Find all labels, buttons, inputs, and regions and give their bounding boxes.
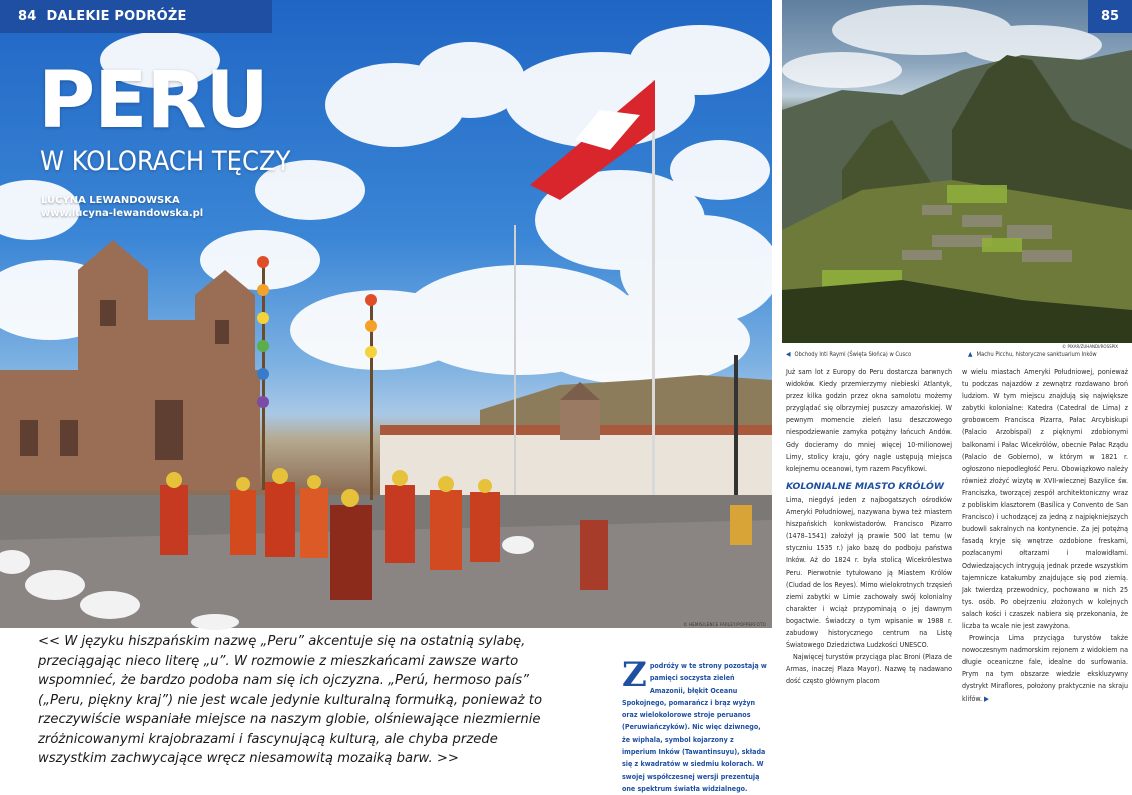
body-paragraph bbox=[962, 632, 1128, 705]
machu-picchu-photo bbox=[782, 0, 1132, 343]
body-paragraph: Najwięcej turystów przyciąga plac Broni (Plaza de Armas, inaczej Plaza Mayor). Nazwę tę nadawano dość często głównym placom bbox=[786, 652, 952, 686]
caption-arrow-up-icon: ▲ bbox=[968, 350, 973, 358]
caption-right-text: Machu Picchu, historyczne sanktuarium Inków bbox=[976, 352, 1097, 358]
body-paragraph: Lima, niegdyś jeden z najbogatszych ośrodków Ameryki Południowej, nazywana bywa też miastem hiszpańskich konkwistadorów. Francisco Pizarro (1478–1541) założył ją prawie 500 lat temu (w styczniu 1535 r.) jako bazę do podboju państwa Inków. Aż do 1824 r. była stolicą Wicekrólestwa Peru. Pierwotnie tytułowano ją Miastem Królów (Ciudad de los Reyes). Mimo wielokrotnych trzęsień ziemi zabytki w Limie zachowały swój kolonialny charakter i wciąż przypominają o jej dawnym bogactwie. Świadczy o tym wpisanie w 1988 r. zabudowy historycznego centrum na Listę Światowego Dziedzictwa Ludzkości UNESCO. bbox=[786, 494, 952, 650]
body-column-2 bbox=[962, 366, 1128, 705]
intro-text: podróży w te strony pozostają w pamięci soczysta zieleń Amazonii, błękit Oceanu Spokojnego, pomarańcz i brąz wyżyn oraz wielokolorowe stroje peruanos (Peruwiańczyków). Nic więc dziwnego, że wiphala, symbol kojarzony z imperium Inków (Tawantinsuyu), składa się z kwadratów w siedmiu kolorach. W swojej współczesnej wersji prezentują one spektrum światła widzialnego. bbox=[622, 661, 767, 793]
body-paragraph-text: Prowincja Lima przyciąga turystów także nowoczesnym nadmorskim rejonem z widokiem na długie oceaniczne fale, idealne do surfowania. Prym na tym obszarze wiedzie ekskluzywny dystrykt Miraflores, położony praktycznie na skraju klifów. bbox=[962, 633, 1128, 703]
page-number-left: 84 bbox=[18, 9, 37, 24]
caption-arrow-left-icon: ◀ bbox=[786, 350, 791, 358]
end-of-article-icon: ▶ bbox=[984, 694, 989, 703]
caption-left-text: Obchody Inti Raymi (Święta Słońca) w Cusco bbox=[794, 352, 912, 358]
photo-credit-left: © HEMIS/LENCE FARLEY/POPPERFOTO bbox=[683, 622, 766, 627]
body-paragraph: Już sam lot z Europy do Peru dostarcza barwnych widoków. Kiedy przemierzymy niebieski Atlantyk, przez kilka godzin przez okna samolotu możemy przyglądać się olbrzymiej puszczy amazońskiej. W pewnym momencie zieleń lasu deszczowego niespodziewanie zamyka potężny łańcuch Andów. Gdy docieramy do mniej więcej 10-milionowej Limy, stolicy kraju, góry nagle ustępują miejsca kolejnemu oceanowi, tym razem Pacyfikowi. bbox=[786, 367, 952, 473]
body-column-1 bbox=[786, 366, 952, 687]
intro-paragraph bbox=[622, 655, 767, 795]
caption-inti-raymi bbox=[786, 350, 911, 358]
right-page bbox=[772, 0, 1132, 771]
page-number-right: 85 bbox=[1088, 0, 1132, 33]
drop-cap: Z bbox=[622, 655, 647, 695]
article-subtitle: W KOLORACH TĘCZY bbox=[40, 146, 291, 177]
author-website[interactable]: www.lucyna-lewandowska.pl bbox=[41, 208, 204, 219]
section-heading: KOLONIALNE MIASTO KRÓLÓW bbox=[786, 480, 944, 492]
caption-machu-picchu bbox=[968, 350, 1097, 358]
section-header-tab bbox=[0, 0, 272, 33]
author-name: LUCYNA LEWANDOWSKA bbox=[41, 195, 180, 206]
article-title: PERU bbox=[38, 56, 268, 146]
machu-picchu-illustration bbox=[782, 0, 1132, 343]
photo-credit-right: © PIXAR/ZUHANDI/ROSSPIX bbox=[1062, 344, 1118, 349]
section-name: DALEKIE PODRÓŻE bbox=[46, 9, 187, 24]
pull-quote: << W języku hiszpańskim nazwę „Peru” akcentuje się na ostatnią sylabę, przeciągając nieco literę „u”. W rozmowie z mieszkańcami zawsze warto wspomnieć, że bardzo podoba nam się ich ojczyzna. „Perú, hermoso país” („Peru, piękny kraj”) nie jest wcale jedynie kulturalną formułką, ponieważ to rzeczywiście wspaniałe miejsce na naszym globie, olśniewające niezmiernie zróżnicowanymi krajobrazami i fascynującą kulturą, ale chyba przede wszystkim zachwycające wręcz niesamowitą mozaiką barw. >> bbox=[38, 634, 543, 766]
body-paragraph: w wielu miastach Ameryki Południowej, ponieważ tu podczas najazdów z zewnątrz rozdawano broń ludziom. W tym miejscu znajdują się największe zabytki kolonialne: Katedra (Catedral de Lima) z grobowcem Francisca Pizarra, Pałac Arcybiskupi (Palacio Arzobispal) z pięknymi zdobionymi balkonami i Pałac Wicekrólów, obecnie Pałac Rządu (Palacio de Gobierno), w którym w 1821 r. ogłoszono niepodległość Peru. Obowiązkowo należy również złożyć wizytę w XVII-wiecznej Bazylice św. Franciszka, tworzącej zespół architektoniczny wraz z pobliskim klasztorem (Basílica y Convento de San Francisco) i uchodzącej za jedną z najpiękniejszych budowli sakralnych na kontynencie. Za jej potężną fasadą kryje się wnętrze ozdobione freskami, pozłacanymi ołtarzami i malowidłami. Odwiedzających intrygują jednak przede wszystkim tajemnicze katakumby znajdujące się pod ziemią. Jak twierdzą przewodnicy, pochowano w nich 25 tys. osób. Po obejrzeniu złożonych w kolejnych salach kości i czaszek nabiera się przekonania, że liczba ta wcale nie jest zawyżona. bbox=[962, 367, 1128, 630]
